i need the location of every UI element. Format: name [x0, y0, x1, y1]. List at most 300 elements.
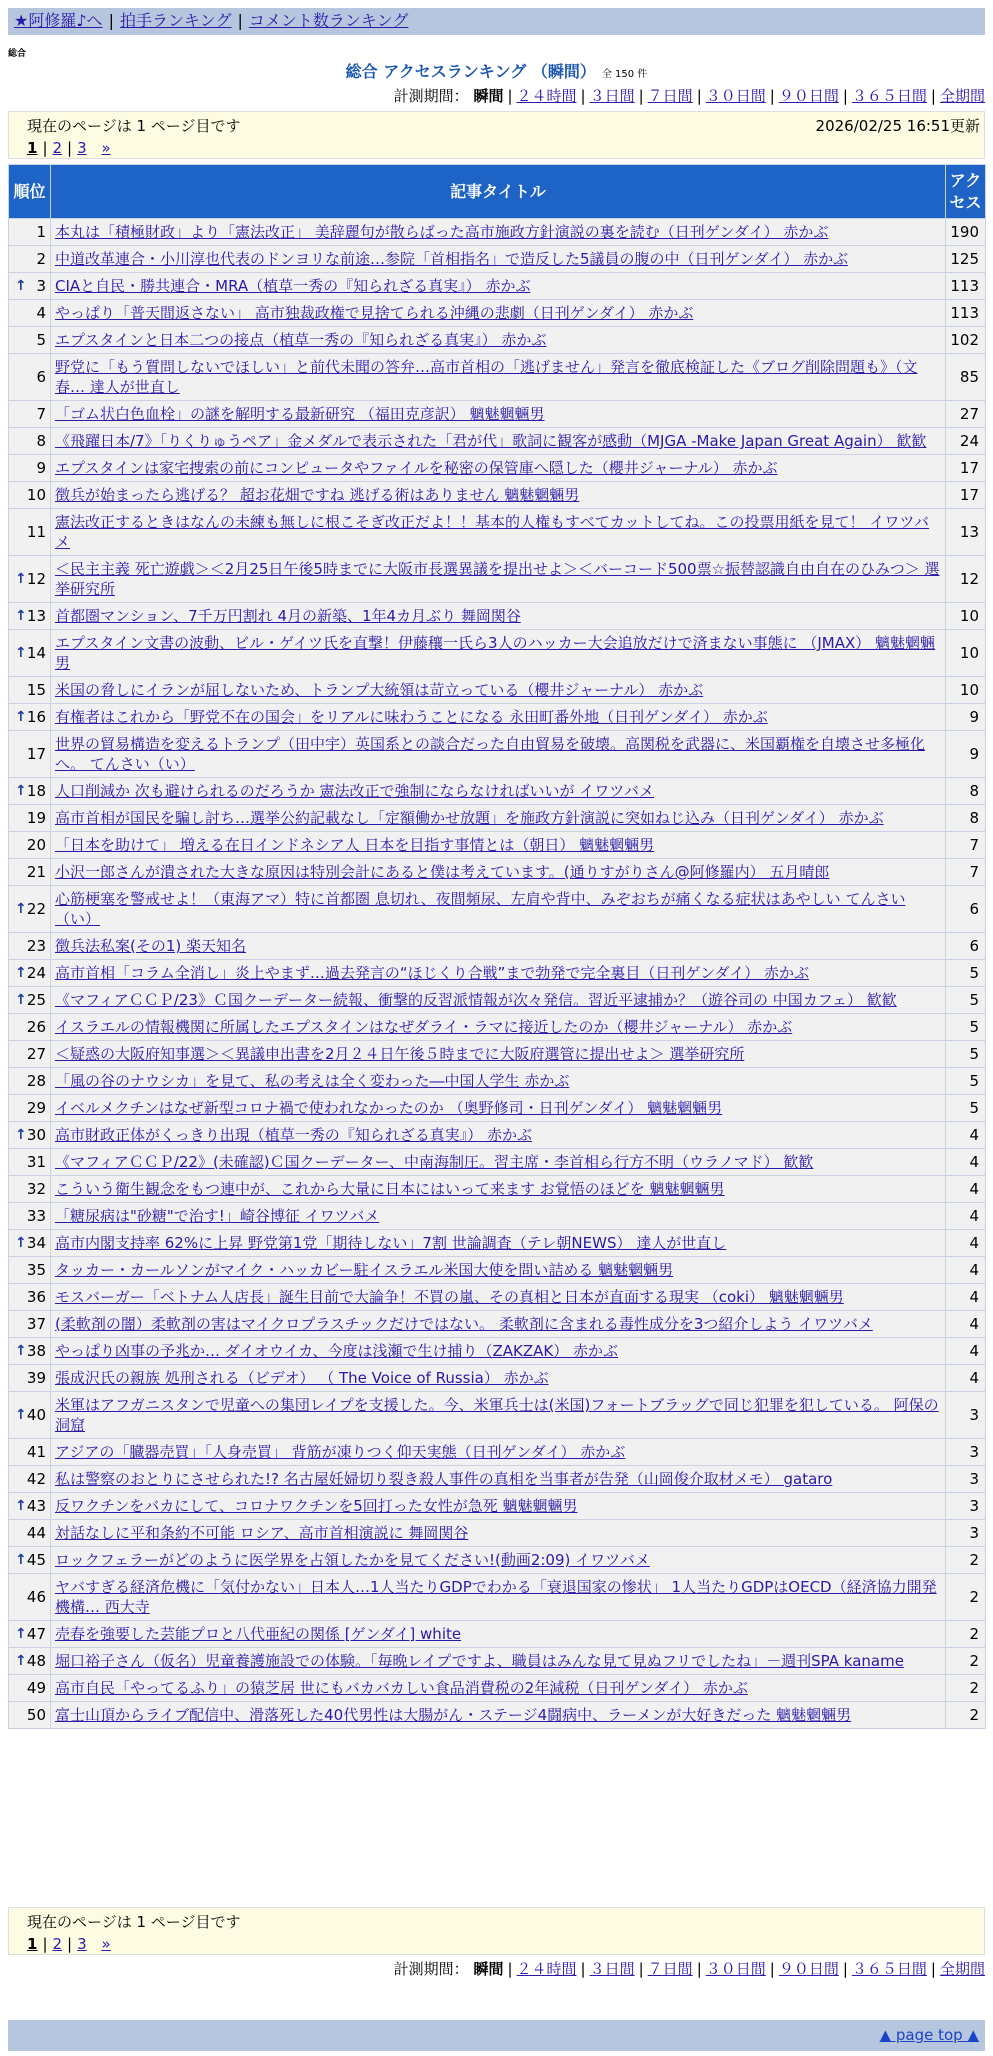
table-row [9, 455, 986, 482]
rank-number: 39 [26, 1369, 46, 1387]
period-label: 計測期間： [393, 1960, 469, 1978]
page-3-link[interactable]: 3 [77, 1935, 87, 1953]
rank-number: 20 [26, 836, 46, 854]
period-3d-link[interactable]: ３日間 [589, 87, 635, 105]
rank-cell [9, 1230, 51, 1257]
rank-cell [9, 1466, 51, 1493]
rank-up-arrow-icon: ↑ [15, 783, 27, 799]
article-link[interactable]: 高市財政正体がくっきり出現（植草一秀の『知られざる真実』） 赤かぶ [55, 1126, 532, 1144]
article-link[interactable]: ヤバすぎる経済危機に「気付かない」日本人…1人当たりGDPでわかる「衰退国家の惨状」 1人当たりGDPはOECD（経済協力開発機構… 西大寺 [55, 1578, 937, 1616]
table-row [9, 1257, 986, 1284]
rank-number: 25 [26, 991, 46, 1009]
access-count: 27 [946, 401, 986, 428]
article-link[interactable]: 「日本を助けて」 増える在日インドネシア人 日本を目指す事情とは（朝日） 魑魅魍魎男 [55, 836, 655, 854]
access-count: 3 [946, 1493, 986, 1520]
table-row [9, 354, 986, 401]
table-row [9, 556, 986, 603]
title-cell [51, 1311, 946, 1338]
title-cell [51, 1149, 946, 1176]
article-link[interactable]: (柔軟剤の闇）柔軟剤の害はマイクロプラスチックだけではない。 柔軟剤に含まれる毒性成分を3つ紹介しよう イワツバメ [55, 1315, 873, 1333]
title-cell [51, 1675, 946, 1702]
rank-number: 16 [26, 708, 46, 726]
rank-number: 4 [36, 304, 46, 322]
period-3d-link[interactable]: ３日間 [589, 1960, 635, 1978]
rank-cell [9, 1365, 51, 1392]
rank-cell [9, 428, 51, 455]
period-all-link[interactable]: 全期間 [939, 87, 985, 105]
rank-cell [9, 1203, 51, 1230]
title-cell [51, 1068, 946, 1095]
title-cell [51, 1621, 946, 1648]
table-row [9, 1493, 986, 1520]
title-cell [51, 1176, 946, 1203]
rank-number: 7 [36, 405, 46, 423]
title-cell [51, 246, 946, 273]
access-count: 2 [946, 1621, 986, 1648]
article-link[interactable]: 高市自民「やってるふり」の猿芝居 世にもバカバカしい食品消費税の2年減税（日刊ゲンダイ） 赤かぶ [55, 1679, 748, 1697]
table-row [9, 1466, 986, 1493]
article-link[interactable]: 心筋梗塞を警戒せよ！（東海アマ）特に首都圏 息切れ、夜間頻尿、左肩や背中、みぞおちが痛くなる症状はあやしい てんさい（い） [55, 890, 906, 928]
rank-up-arrow-icon: ↑ [15, 709, 27, 725]
table-row [9, 1014, 986, 1041]
title-header: 記事タイトル [51, 165, 946, 219]
table-row [9, 1149, 986, 1176]
rank-number: 9 [36, 459, 46, 477]
access-count: 4 [946, 1257, 986, 1284]
period-all-link[interactable]: 全期間 [939, 1960, 985, 1978]
rank-number: 38 [26, 1342, 46, 1360]
title-cell [51, 1547, 946, 1574]
access-count: 2 [946, 1574, 986, 1621]
top-nav-bar [8, 8, 985, 35]
article-link[interactable]: 「風の谷のナウシカ」を見て、私の考えは全く変わった―中国人学生 赤かぶ [55, 1072, 570, 1090]
rank-cell [9, 1392, 51, 1439]
current-page-text: 現在のページは 1 ページ目です [27, 1913, 241, 1931]
title-cell [51, 455, 946, 482]
rank-cell [9, 1338, 51, 1365]
rank-up-arrow-icon: ↑ [15, 965, 27, 981]
rank-up-arrow-icon: ↑ [15, 571, 27, 587]
access-count: 6 [946, 886, 986, 933]
access-count: 10 [946, 630, 986, 677]
page-links: 1 | 2 | 3 » [27, 1935, 111, 1953]
rank-cell [9, 246, 51, 273]
period-90d-link[interactable]: ９０日間 [778, 87, 839, 105]
title-cell [51, 731, 946, 778]
title-cell [51, 704, 946, 731]
article-link[interactable]: 米軍はアフガニスタンで児童への集団レイプを支援した。今、米軍兵士は(米国)フォートブラッグで同じ犯罪を犯している。 阿保の洞窟 [55, 1396, 939, 1434]
title-cell [51, 327, 946, 354]
article-link[interactable]: 《飛躍日本/7》「りくりゅうペア」金メダルで表示された「君が代」歌詞に観客が感動（MJGA -Make Japan Great Again） 歓歓 [55, 432, 927, 450]
page-3-link[interactable]: 3 [77, 139, 87, 157]
access-count: 3 [946, 1439, 986, 1466]
rank-up-arrow-icon: ↑ [15, 1127, 27, 1143]
rank-number: 11 [26, 523, 46, 541]
table-row [9, 1574, 986, 1621]
article-link[interactable]: 売春を強要した芸能プロと八代亜紀の関係 [ゲンダイ] white [55, 1625, 462, 1643]
article-link[interactable]: 人口削減か 次も避けられるのだろうか 憲法改正で強制にならなければいいが イワツバメ [55, 782, 655, 800]
table-row [9, 428, 986, 455]
page-title-text: 総合 アクセスランキング （瞬間） [345, 62, 596, 81]
access-count: 4 [946, 1149, 986, 1176]
article-link[interactable]: やっぱり「普天間返さない」 高市独裁政権で見捨てられる沖縄の悲劇（日刊ゲンダイ） 赤かぶ [55, 304, 694, 322]
rank-cell [9, 327, 51, 354]
article-link[interactable]: やっぱり凶事の予兆か… ダイオウイカ、今度は浅瀬で生け捕り（ZAKZAK） 赤かぶ [55, 1342, 619, 1360]
rank-cell [9, 603, 51, 630]
access-count: 13 [946, 509, 986, 556]
title-cell [51, 1493, 946, 1520]
table-row [9, 327, 986, 354]
access-count: 6 [946, 933, 986, 960]
rank-number: 49 [26, 1679, 46, 1697]
table-row [9, 273, 986, 300]
article-link[interactable]: 徴兵が始まったら逃げる？ 超お花畑ですね 逃げる術はありません 魑魅魍魎男 [55, 486, 580, 504]
table-row [9, 1547, 986, 1574]
rank-cell [9, 1675, 51, 1702]
access-header: アクセス [946, 165, 986, 219]
title-cell [51, 509, 946, 556]
table-row [9, 300, 986, 327]
rank-cell [9, 1176, 51, 1203]
access-count: 113 [946, 273, 986, 300]
rank-up-arrow-icon: ↑ [15, 1343, 27, 1359]
page-1-current: 1 [27, 1935, 38, 1953]
access-count: 4 [946, 1176, 986, 1203]
rank-number: 6 [36, 368, 46, 386]
page-2-link[interactable]: 2 [52, 1935, 63, 1953]
period-7d-link[interactable]: ７日間 [647, 1960, 693, 1978]
rank-number: 17 [26, 745, 46, 763]
rank-up-arrow-icon: ↑ [15, 1407, 27, 1423]
next-page-link[interactable]: » [101, 1935, 111, 1953]
article-link[interactable]: 世界の貿易構造を変えるトランプ（田中宇）英国系との談合だった自由貿易を破壊。高関税を武器に、米国覇権を自壊させ多極化へ。 てんさい（い） [55, 735, 926, 773]
table-row [9, 1041, 986, 1068]
access-count: 8 [946, 805, 986, 832]
rank-up-arrow-icon: ↑ [15, 278, 27, 294]
rank-cell [9, 1702, 51, 1729]
table-row [9, 987, 986, 1014]
page-2-link[interactable]: 2 [52, 139, 63, 157]
rank-cell [9, 987, 51, 1014]
access-count: 17 [946, 455, 986, 482]
page-title [0, 62, 993, 85]
table-row [9, 1392, 986, 1439]
article-link[interactable]: CIAと自民・勝共連合・MRA（植草一秀の『知られざる真実』） 赤かぶ [55, 277, 531, 295]
title-cell [51, 1702, 946, 1729]
pager-top [8, 111, 985, 159]
rank-up-arrow-icon: ↑ [15, 608, 27, 624]
rank-cell [9, 630, 51, 677]
period-90d-link[interactable]: ９０日間 [778, 1960, 839, 1978]
article-link[interactable]: タッカー・カールソンがマイク・ハッカビー駐イスラエル米国大使を問い詰める 魑魅魍魎男 [55, 1261, 674, 1279]
article-link[interactable]: 本丸は「積極財政」より「憲法改正」 美辞麗句が散らばった高市施政方針演説の裏を読む（日刊ゲンダイ） 赤かぶ [55, 223, 829, 241]
title-cell [51, 482, 946, 509]
table-row [9, 630, 986, 677]
article-link[interactable]: 高市内閣支持率 62%に上昇 野党第1党「期待しない」7割 世論調査（テレ朝NEWS） 達人が世直し [55, 1234, 727, 1252]
page-top-link[interactable]: ▲ page top ▲ [879, 2026, 979, 2044]
rank-cell [9, 1311, 51, 1338]
article-link[interactable]: 堀口裕子さん（仮名）児童養護施設での体験。「毎晩レイプですよ、職員はみんな見て見ぬフリでしたね」－週刊SPA kaname [55, 1652, 904, 1670]
article-link[interactable]: イスラエルの情報機関に所属したエプスタインはなぜダライ・ラマに接近したのか（櫻井ジャーナル） 赤かぶ [55, 1018, 793, 1036]
access-count: 5 [946, 960, 986, 987]
rank-number: 46 [26, 1588, 46, 1606]
table-row [9, 482, 986, 509]
article-link[interactable]: モスバーガー「ベトナム人店長」誕生目前で大論争！不買の嵐、その真相と日本が直面する現実 （coki） 魑魅魍魎男 [55, 1288, 844, 1306]
page-links: 1 | 2 | 3 » [27, 139, 111, 157]
table-row [9, 603, 986, 630]
rank-number: 31 [26, 1153, 46, 1171]
rank-number: 27 [26, 1045, 46, 1063]
rank-cell [9, 1574, 51, 1621]
period-30d-link[interactable]: ３０日間 [705, 1960, 766, 1978]
article-link[interactable]: 私は警察のおとりにさせられた!? 名古屋妊婦切り裂き殺人事件の真相を当事者が告発（山岡俊介取材メモ） gataro [55, 1470, 833, 1488]
article-link[interactable]: エプスタインと日本二つの接点（植草一秀の『知られざる真実』） 赤かぶ [55, 331, 547, 349]
pager-bottom [8, 1907, 985, 1955]
rank-cell [9, 1520, 51, 1547]
period-current: 瞬間 [473, 1960, 504, 1978]
rank-number: 19 [26, 809, 46, 827]
access-count: 4 [946, 1230, 986, 1257]
table-row [9, 401, 986, 428]
rank-cell [9, 1547, 51, 1574]
rank-number: 3 [36, 277, 46, 295]
period-24h-link[interactable]: ２４時間 [516, 87, 577, 105]
title-cell [51, 354, 946, 401]
title-cell [51, 1122, 946, 1149]
rank-up-arrow-icon: ↑ [15, 1626, 27, 1642]
article-link[interactable]: エプスタインは家宅捜索の前にコンピュータやファイルを秘密の保管庫へ隠した（櫻井ジャーナル） 赤かぶ [55, 459, 778, 477]
article-link[interactable]: 高市首相「コラム全消し」炎上やまず…過去発言の“ほじくり合戦”まで勃発で完全裏目（日刊ゲンダイ） 赤かぶ [55, 964, 809, 982]
title-cell [51, 677, 946, 704]
article-link[interactable]: アジアの「臓器売買」「人身売買」 背筋が凍りつく仰天実態（日刊ゲンダイ） 赤かぶ [55, 1443, 626, 1461]
comment-ranking-link[interactable]: コメント数ランキング [248, 11, 409, 30]
rank-cell [9, 509, 51, 556]
access-count: 4 [946, 1122, 986, 1149]
rank-number: 13 [26, 607, 46, 625]
table-row [9, 1621, 986, 1648]
rank-number: 28 [26, 1072, 46, 1090]
rank-number: 2 [36, 250, 46, 268]
table-row [9, 1338, 986, 1365]
bottom-bar [8, 2020, 985, 2051]
rank-header: 順位 [9, 165, 51, 219]
rank-number: 21 [26, 863, 46, 881]
rank-number: 29 [26, 1099, 46, 1117]
rank-cell [9, 1095, 51, 1122]
rank-number: 45 [26, 1551, 46, 1569]
rank-up-arrow-icon: ↑ [15, 992, 27, 1008]
rank-cell [9, 933, 51, 960]
article-link[interactable]: ロックフェラーがどのように医学界を占領したかを見てください!(動画2:09) イワツバメ [55, 1551, 650, 1569]
rank-cell [9, 778, 51, 805]
access-count: 4 [946, 1311, 986, 1338]
rank-cell [9, 731, 51, 778]
article-link[interactable]: 張成沢氏の親族 処刑される（ビデオ） （ The Voice of Russia） 赤かぶ [55, 1369, 549, 1387]
access-count: 85 [946, 354, 986, 401]
access-count: 5 [946, 1068, 986, 1095]
table-row [9, 246, 986, 273]
title-cell [51, 987, 946, 1014]
title-cell [51, 401, 946, 428]
article-link[interactable]: 憲法改正するときはなんの未練も無しに根こそぎ改正だよ！！基本的人権もすべてカットしてね。この投票用紙を見て！ イワツバメ [55, 513, 930, 551]
article-link[interactable]: 野党に「もう質問しないでほしい」と前代未聞の答弁…高市首相の「逃げません」発言を徹底検証した《ブログ削除問題も》（文春… 達人が世直し [55, 358, 918, 396]
article-link[interactable]: 中道改革連合・小川淳也代表のドンヨリな前途…参院「首相指名」で造反した5議員の腹の中（日刊ゲンダイ） 赤かぶ [55, 250, 849, 268]
article-link[interactable]: 首都圏マンション、7千万円割れ 4月の新築、1年4カ月ぶり 舞岡関谷 [55, 607, 521, 625]
access-count: 125 [946, 246, 986, 273]
rank-number: 40 [26, 1406, 46, 1424]
article-link[interactable]: 高市首相が国民を騙し討ち…選挙公約記載なし「定額働かせ放題」を施政方針演説に突如ねじ込み（日刊ゲンダイ） 赤かぶ [55, 809, 884, 827]
article-link[interactable]: エプスタイン文書の波動、ビル・ゲイツ氏を直撃！伊藤穰一氏ら3人のハッカー大会追放だけで済まない事態に （JMAX） 魑魅魍魎男 [55, 634, 936, 672]
access-count: 7 [946, 832, 986, 859]
rank-up-arrow-icon: ↑ [15, 645, 27, 661]
access-count: 7 [946, 859, 986, 886]
article-link[interactable]: 徴兵法私案(その1) 楽天知名 [55, 937, 247, 955]
rank-cell [9, 805, 51, 832]
article-link[interactable]: 「ゴム状白色血栓」の謎を解明する最新研究 （福田克彦訳） 魑魅魍魎男 [55, 405, 545, 423]
table-row [9, 509, 986, 556]
rank-number: 47 [26, 1625, 46, 1643]
rank-number: 15 [26, 681, 46, 699]
rank-up-arrow-icon: ↑ [15, 1498, 27, 1514]
article-link[interactable]: ＜疑惑の大阪府知事選＞＜異議申出書を2月２４日午後５時までに大阪府選管に提出せよ＞ 選挙研究所 [55, 1045, 745, 1063]
title-cell [51, 778, 946, 805]
rank-up-arrow-icon: ↑ [15, 901, 27, 917]
rank-number: 12 [26, 570, 46, 588]
period-30d-link[interactable]: ３０日間 [705, 87, 766, 105]
rank-up-arrow-icon: ↑ [15, 1653, 27, 1669]
article-link[interactable]: 対話なしに平和条約不可能 ロシア、高市首相演説に 舞岡関谷 [55, 1524, 469, 1542]
article-link[interactable]: イベルメクチンはなぜ新型コロナ禍で使われなかったのか （奥野修司・日刊ゲンダイ） 魑魅魍魎男 [55, 1099, 723, 1117]
rank-cell [9, 1041, 51, 1068]
access-count: 190 [946, 219, 986, 246]
rank-number: 42 [26, 1470, 46, 1488]
rank-number: 30 [26, 1126, 46, 1144]
table-row [9, 960, 986, 987]
rank-cell [9, 1621, 51, 1648]
access-count: 5 [946, 1014, 986, 1041]
period-365d-link[interactable]: ３６５日間 [851, 1960, 927, 1978]
rank-cell [9, 704, 51, 731]
title-cell [51, 1284, 946, 1311]
title-cell [51, 1014, 946, 1041]
table-row [9, 1068, 986, 1095]
title-cell [51, 1203, 946, 1230]
article-link[interactable]: 反ワクチンをバカにして、コロナワクチンを5回打った女性が急死 魑魅魍魎男 [55, 1497, 578, 1515]
rank-number: 35 [26, 1261, 46, 1279]
title-cell [51, 556, 946, 603]
title-cell [51, 300, 946, 327]
rank-cell [9, 354, 51, 401]
access-count: 9 [946, 731, 986, 778]
article-link[interactable]: 《マフィアＣＣＰ/22》(未確認)Ｃ国クーデーター、中南海制圧。習主席・李首相ら行方不明（ウラノマド） 歓歓 [55, 1153, 814, 1171]
nav-separator: | [237, 11, 243, 30]
rank-number: 1 [36, 223, 46, 241]
title-cell [51, 1466, 946, 1493]
title-cell [51, 1392, 946, 1439]
article-link[interactable]: 富士山頂からライブ配信中、滑落死した40代男性は大腸がん・ステージ4闘病中、ラーメンが大好きだった 魑魅魍魎男 [55, 1706, 852, 1724]
access-count: 3 [946, 1520, 986, 1547]
rank-cell [9, 1014, 51, 1041]
period-24h-link[interactable]: ２４時間 [516, 1960, 577, 1978]
next-page-link[interactable]: » [101, 139, 111, 157]
table-row [9, 1311, 986, 1338]
total-count: 全 150 件 [601, 69, 648, 80]
table-row [9, 1095, 986, 1122]
article-link[interactable]: 米国の脅しにイランが屈しないため、トランプ大統領は苛立っている（櫻井ジャーナル） 赤かぶ [55, 681, 704, 699]
title-cell [51, 219, 946, 246]
article-link[interactable]: 有権者はこれから「野党不在の国会」をリアルに味わうことになる 永田町番外地（日刊ゲンダイ） 赤かぶ [55, 708, 768, 726]
ranking-rows [9, 219, 986, 1729]
table-row [9, 704, 986, 731]
rank-number: 32 [26, 1180, 46, 1198]
article-link[interactable]: 《マフィアＣＣＰ/23》Ｃ国クーデーター続報、衝撃的反習派情報が次々発信。習近平逮捕か？（遊谷司の 中国カフェ） 歓歓 [55, 991, 897, 1009]
period-365d-link[interactable]: ３６５日間 [851, 87, 927, 105]
title-cell [51, 1365, 946, 1392]
rank-cell [9, 886, 51, 933]
title-cell [51, 1095, 946, 1122]
rank-number: 44 [26, 1524, 46, 1542]
title-cell [51, 273, 946, 300]
title-cell [51, 428, 946, 455]
access-count: 2 [946, 1547, 986, 1574]
rank-number: 36 [26, 1288, 46, 1306]
rank-number: 43 [26, 1497, 46, 1515]
article-link[interactable]: 小沢一郎さんが潰された大きな原因は特別会計にあると僕は考えています。(通りすがりさん@阿修羅内） 五月晴郎 [55, 863, 830, 881]
rank-cell [9, 1122, 51, 1149]
table-row [9, 1365, 986, 1392]
updated-time: 2026/02/25 16:51更新 [815, 117, 980, 135]
table-row [9, 731, 986, 778]
rank-cell [9, 859, 51, 886]
applause-ranking-link[interactable]: 拍手ランキング [119, 11, 232, 30]
rank-cell [9, 455, 51, 482]
title-cell [51, 832, 946, 859]
nav-separator: | [108, 11, 114, 30]
table-row [9, 1439, 986, 1466]
table-header-row [9, 165, 986, 219]
rank-cell [9, 960, 51, 987]
title-cell [51, 933, 946, 960]
article-link[interactable]: こういう衛生観念をもつ連中が、これから大量に日本にはいって来ます お覚悟のほどを 魑魅魍魎男 [55, 1180, 725, 1198]
ashura-home-link[interactable]: ★阿修羅♪へ [14, 11, 103, 30]
access-count: 2 [946, 1702, 986, 1729]
rank-cell [9, 1648, 51, 1675]
rank-cell [9, 832, 51, 859]
article-link[interactable]: ＜民主主義 死亡遊戯＞＜2月25日午後5時までに大阪市長選異議を提出せよ＞＜バーコード500票☆振替認識自由自在のひみつ＞ 選挙研究所 [55, 560, 940, 598]
page-1-current: 1 [27, 139, 38, 157]
table-row [9, 1284, 986, 1311]
access-count: 12 [946, 556, 986, 603]
period-7d-link[interactable]: ７日間 [647, 87, 693, 105]
current-page-text: 現在のページは 1 ページ目です [27, 117, 241, 135]
title-cell [51, 859, 946, 886]
table-row [9, 1176, 986, 1203]
rank-cell [9, 300, 51, 327]
access-count: 4 [946, 1284, 986, 1311]
access-count: 5 [946, 1095, 986, 1122]
article-link[interactable]: 「糖尿病は"砂糖"で治す!」崎谷博征 イワツバメ [55, 1207, 380, 1225]
rank-number: 48 [26, 1652, 46, 1670]
access-count: 102 [946, 327, 986, 354]
title-cell [51, 1338, 946, 1365]
title-cell [51, 603, 946, 630]
table-row [9, 1675, 986, 1702]
access-count: 3 [946, 1392, 986, 1439]
rank-cell [9, 401, 51, 428]
rank-number: 22 [26, 900, 46, 918]
access-count: 10 [946, 677, 986, 704]
access-count: 2 [946, 1648, 986, 1675]
